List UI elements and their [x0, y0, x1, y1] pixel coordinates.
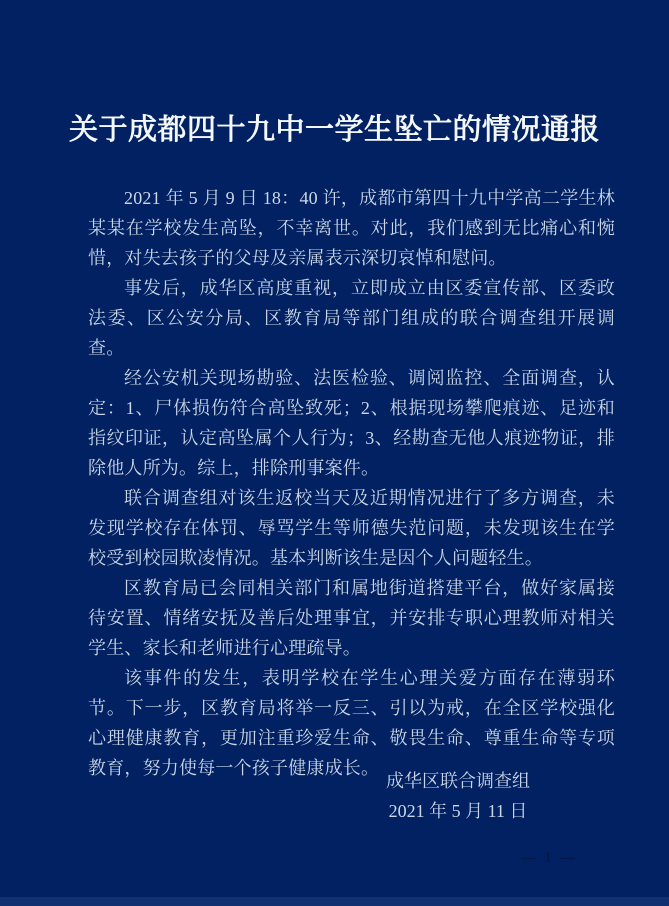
bottom-edge-strip [0, 897, 669, 906]
notice-title: 关于成都四十九中一学生坠亡的情况通报 [68, 114, 600, 146]
notice-paragraph: 该事件的发生，表明学校在学生心理关爱方面存在薄弱环节。下一步，区教育局将举一反三、引以为戒，在全区学校强化心理健康教育，更加注重珍爱生命、敬畏生命、尊重生命等专项教育，努力使每一个孩子健康成长。 [88, 668, 615, 778]
date-line: 2021 年 5 月 11 日 [388, 801, 528, 821]
notice-paragraph: 2021 年 5 月 9 日 18：40 许，成都市第四十九中学高二学生林某某在学校发生高坠，不幸离世。对此，我们感到无比痛心和惋惜，对失去孩子的父母及亲属表示深切哀悼和慰问。 [88, 188, 615, 268]
notice-paragraph: 联合调查组对该生返校当天及近期情况进行了多方调查，未发现学校存在体罚、辱骂学生等师德失范问题，未发现该生在学校受到校园欺凌情况。基本判断该生是因个人问题轻生。 [88, 488, 615, 568]
notice-paragraph: 事发后，成华区高度重视，立即成立由区委宣传部、区委政法委、区公安分局、区教育局等部门组成的联合调查组开展调查。 [88, 278, 615, 358]
signoff-block [348, 766, 568, 826]
page-number: — 1 — [521, 850, 577, 866]
signature-line: 成华区联合调查组 [386, 771, 530, 791]
notice-paragraph: 区教育局已会同相关部门和属地街道搭建平台，做好家属接待安置、情绪安抚及善后处理事宜，并安排专职心理教师对相关学生、家长和老师进行心理疏导。 [88, 578, 615, 658]
notice-body [88, 183, 615, 783]
notice-paragraph: 经公安机关现场勘验、法医检验、调阅监控、全面调查，认定：1、尸体损伤符合高坠致死；2、根据现场攀爬痕迹、足迹和指纹印证，认定高坠属个人行为；3、经勘查无他人痕迹物证，排除他人所为。综上，排除刑事案件。 [88, 368, 615, 478]
